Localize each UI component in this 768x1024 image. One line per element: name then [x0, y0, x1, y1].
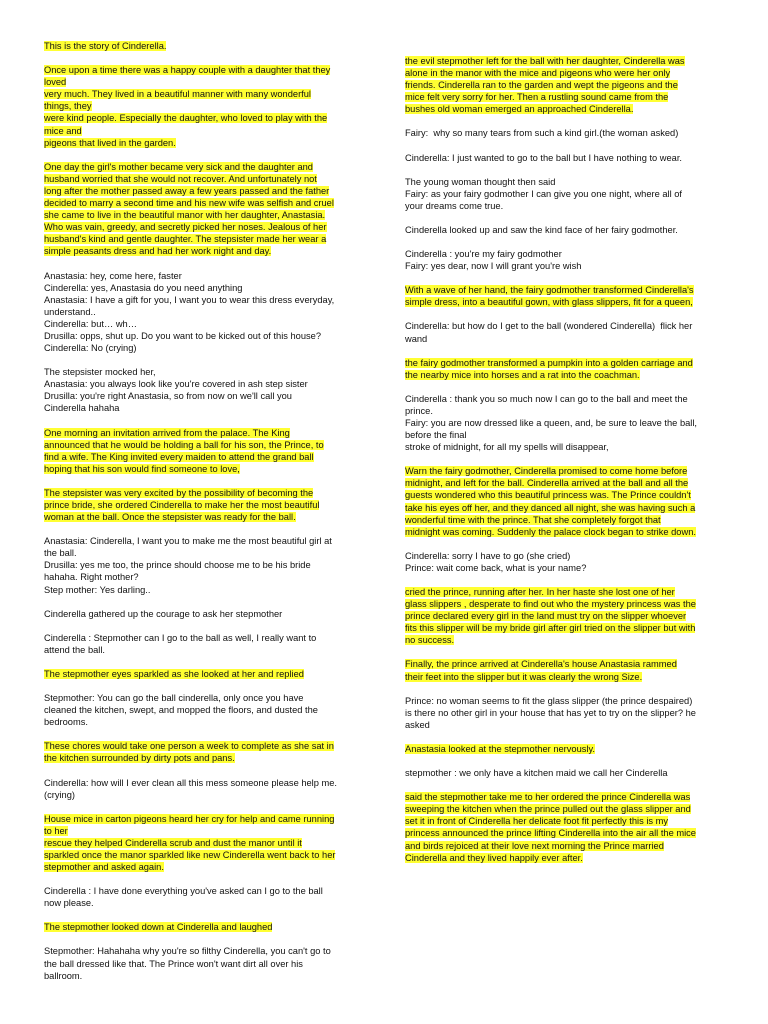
text-line-content: The stepsister was very excited by the possibility of becoming the — [44, 487, 314, 498]
text-line-content: husband worried that she would not recover. And unfortunately not — [44, 173, 317, 184]
text-line-content: Fairy: why so many tears from such a kind girl.(the woman asked) — [405, 128, 679, 139]
text-line — [405, 67, 723, 79]
text-line — [405, 707, 723, 719]
text-line-content: Drusilla: opps, shut up. Do you want to be kicked out of this house? — [44, 330, 322, 341]
text-line — [44, 282, 362, 294]
text-line-content: were kind people. Especially the daughter, who loved to play with the — [44, 113, 328, 124]
text-line — [405, 91, 723, 103]
text-line-content: and birds rejoiced at their love next morning the Prince married — [405, 840, 664, 851]
highlighted-paragraph — [405, 743, 723, 755]
text-line — [44, 608, 362, 620]
highlighted-paragraph — [44, 668, 362, 680]
right-column — [405, 55, 723, 876]
highlighted-paragraph — [44, 487, 362, 523]
text-line — [405, 127, 723, 139]
left-column — [44, 40, 362, 994]
paragraph — [405, 550, 723, 574]
text-line — [405, 417, 723, 429]
text-line-content: Fairy: yes dear, now I will grant you're wish — [405, 261, 582, 272]
text-line-content: Cinderella: yes, Anastasia do you need anything — [44, 282, 243, 293]
paragraph — [44, 535, 362, 595]
paragraph — [44, 692, 362, 728]
text-line-content: Prince: wait come back, what is your name? — [405, 562, 587, 573]
text-line-content: simple dress, into a beautiful gown, with glass slippers, fit for a queen, — [405, 297, 693, 308]
text-line — [44, 704, 362, 716]
text-line — [44, 716, 362, 728]
text-line-content: decided to marry a second time and his new wife was selfish and cruel — [44, 198, 334, 209]
text-line — [405, 333, 723, 345]
text-line — [44, 885, 362, 897]
text-line-content: take his eyes off her, and they danced all night, she was having such a — [405, 502, 696, 513]
text-line-content: stroke of midnight, for all my spells will disappear, — [405, 442, 609, 453]
text-line — [405, 514, 723, 526]
text-line — [44, 861, 362, 873]
text-line-content: simple peasants dress and had her work night and day. — [44, 246, 272, 257]
text-line-content: wonderful time with the prince. That she completely forgot that — [405, 514, 661, 525]
text-line-content: Prince: no woman seems to fit the glass slipper (the prince despaired) — [405, 695, 693, 706]
text-line-content: The stepmother looked down at Cinderella and laughed — [44, 922, 273, 933]
text-line — [44, 112, 362, 124]
text-line — [405, 489, 723, 501]
text-line — [44, 330, 362, 342]
highlighted-paragraph — [44, 40, 362, 52]
text-line-content: understand.. — [44, 306, 96, 317]
text-line — [44, 318, 362, 330]
text-line — [44, 644, 362, 656]
paragraph — [405, 767, 723, 779]
text-line — [44, 64, 362, 76]
text-line-content: husband's kind and gentle daughter. The stepsister made her wear a — [44, 234, 327, 245]
text-line — [405, 827, 723, 839]
text-line — [44, 511, 362, 523]
text-line — [405, 634, 723, 646]
text-line-content: the ball. — [44, 548, 77, 559]
text-line — [44, 306, 362, 318]
text-line — [44, 451, 362, 463]
text-line — [405, 79, 723, 91]
text-line — [44, 777, 362, 789]
text-line — [405, 852, 723, 864]
paragraph — [405, 320, 723, 344]
paragraph — [44, 885, 362, 909]
text-line-content: Who was vain, greedy, and secretly picked her noses. Jealous of her — [44, 222, 327, 233]
text-line-content: Cinderella: how will I ever clean all this mess someone please help me. — [44, 777, 337, 788]
text-line — [44, 76, 362, 88]
text-line-content: Finally, the prince arrived at Cinderella's house Anastasia rammed — [405, 659, 677, 670]
paragraph — [44, 366, 362, 414]
text-line — [405, 743, 723, 755]
text-line — [405, 815, 723, 827]
paragraph — [44, 270, 362, 355]
text-line — [405, 598, 723, 610]
text-line — [405, 248, 723, 260]
text-line-content: hoping that his son would find someone to love, — [44, 463, 240, 474]
text-line — [44, 390, 362, 402]
text-line — [405, 550, 723, 562]
highlighted-paragraph — [44, 161, 362, 258]
highlighted-paragraph — [405, 586, 723, 646]
text-line-content: sweeping the kitchen when the prince pulled out the glass slipper and — [405, 804, 691, 815]
text-line — [405, 610, 723, 622]
text-line — [405, 176, 723, 188]
text-line — [405, 791, 723, 803]
text-line-content: the fairy godmother transformed a pumpkin into a golden carriage and — [405, 357, 693, 368]
highlighted-paragraph — [44, 813, 362, 873]
text-line-content: Cinderella: but… wh… — [44, 318, 138, 329]
paragraph — [405, 224, 723, 236]
text-line — [44, 439, 362, 451]
text-line — [44, 571, 362, 583]
text-line-content: she came to live in the beautiful manor with her daughter, Anastasia. — [44, 210, 326, 221]
text-line-content: friends. Cinderella ran to the garden and wept the pigeons and the — [405, 80, 678, 91]
text-line-content: This is the story of Cinderella. — [44, 41, 167, 51]
text-line — [405, 55, 723, 67]
text-line-content: House mice in carton pigeons heard her cry for help and came running — [44, 813, 335, 824]
text-line — [405, 719, 723, 731]
highlighted-paragraph — [44, 921, 362, 933]
text-line-content: Cinderella : I have done everything you've asked can I go to the ball — [44, 886, 323, 897]
text-line — [405, 671, 723, 683]
text-line-content: bushes old woman emerged an approached Cinderella. — [405, 104, 634, 115]
paragraph — [405, 152, 723, 164]
text-line — [44, 88, 362, 100]
text-line-content: midnight was coming. Suddenly the palace clock began to strike down. — [405, 526, 696, 537]
text-line — [44, 499, 362, 511]
text-line — [405, 296, 723, 308]
text-line-content: princess announced the prince lifting Cinderella into the air all the mice — [405, 828, 696, 839]
text-line — [44, 849, 362, 861]
text-line-content: set it in front of Cinderella her delicate foot fit perfectly this is my — [405, 816, 669, 827]
text-line — [44, 584, 362, 596]
text-line — [405, 393, 723, 405]
text-line-content: mice felt very sorry for her. Then a rustling sound came from the — [405, 92, 669, 103]
text-line-content: Fairy: as your fairy godmother I can give you one night, where all of — [405, 188, 682, 199]
text-line — [44, 789, 362, 801]
text-line-content: The stepmother eyes sparkled as she looked at her and replied — [44, 668, 304, 679]
text-line — [44, 813, 362, 825]
text-line-content: bedrooms. — [44, 717, 88, 728]
text-line-content: is there no other girl in your house that has yet to try on the slipper? he — [405, 707, 696, 718]
text-line-content: Warn the fairy godmother, Cinderella promised to come home before — [405, 466, 688, 477]
text-line-content: asked — [405, 719, 430, 730]
text-line — [44, 294, 362, 306]
text-line-content: the ball dressed like that. The Prince won't want dirt all over his — [44, 958, 303, 969]
text-line — [44, 535, 362, 547]
text-line-content: With a wave of her hand, the fairy godmother transformed Cinderella's — [405, 285, 694, 296]
text-line — [44, 463, 362, 475]
text-line-content: no success. — [405, 635, 455, 646]
highlighted-paragraph — [405, 357, 723, 381]
text-line-content: Step mother: Yes darling.. — [44, 584, 151, 595]
text-line-content: Anastasia: you always look like you're covered in ash step sister — [44, 379, 308, 390]
text-line-content: stepmother and asked again. — [44, 862, 164, 873]
text-line-content: pigeons that lived in the garden. — [44, 137, 176, 148]
text-line — [405, 260, 723, 272]
text-line-content: Cinderella: No (crying) — [44, 343, 137, 354]
text-line-content: prince declared every girl in the land must try on the slipper whoever — [405, 611, 687, 622]
text-line-content: find a wife. The King invited every maiden to attend the grand ball — [44, 451, 314, 462]
text-line-content: The young woman thought then said — [405, 176, 556, 187]
text-line-content: The stepsister mocked her, — [44, 367, 156, 378]
text-line-content: Anastasia: I have a gift for you, I want you to wear this dress everyday, — [44, 294, 335, 305]
text-line-content: announced that he would be holding a ball for his son, the Prince, to — [44, 439, 324, 450]
text-line — [44, 668, 362, 680]
text-line-content: their feet into the slipper but it was clearly the wrong Size. — [405, 671, 643, 682]
text-line — [44, 487, 362, 499]
text-line-content: the kitchen surrounded by dirty pots and pans. — [44, 753, 235, 764]
text-line-content: attend the ball. — [44, 644, 105, 655]
text-line — [44, 185, 362, 197]
text-line — [405, 405, 723, 417]
text-line-content: Cinderella : you're my fairy godmother — [405, 249, 562, 260]
text-line-content: guests wondered who this beautiful princess was. The Prince couldn't — [405, 490, 691, 501]
text-line-content: Cinderella hahaha — [44, 403, 120, 414]
text-line — [44, 342, 362, 354]
paragraph — [405, 695, 723, 731]
text-line-content: glass slippers , desperate to find out who the mystery princess was the — [405, 599, 696, 610]
text-line-content: mice and — [44, 125, 82, 136]
text-line-content: woman at the ball. Once the stepsister was ready for the ball. — [44, 512, 296, 523]
text-line-content: hahaha. Right mother? — [44, 572, 139, 583]
paragraph — [44, 608, 362, 620]
text-line — [44, 233, 362, 245]
text-line-content: prince bride, she ordered Cinderella to make her the most beautiful — [44, 500, 320, 510]
text-line-content: Drusilla: yes me too, the prince should choose me to be his bride — [44, 560, 311, 571]
highlighted-paragraph — [405, 55, 723, 115]
text-line — [44, 559, 362, 571]
text-line — [405, 357, 723, 369]
text-line — [405, 152, 723, 164]
text-line — [44, 402, 362, 414]
text-line-content: Once upon a time there was a happy couple with a daughter that they — [44, 65, 331, 76]
text-line — [44, 173, 362, 185]
highlighted-paragraph — [405, 658, 723, 682]
text-line — [405, 429, 723, 441]
highlighted-paragraph — [44, 64, 362, 149]
text-line — [44, 100, 362, 112]
text-line — [405, 465, 723, 477]
text-line — [405, 622, 723, 634]
text-line-content: (crying) — [44, 789, 75, 800]
text-line — [405, 767, 723, 779]
text-line — [405, 320, 723, 332]
text-line — [405, 224, 723, 236]
text-line-content: fits this slipper will be my bride girl after girl tried on the slipper but with — [405, 623, 696, 634]
text-line — [44, 547, 362, 559]
text-line-content: Cinderella: but how do I get to the ball (wondered Cinderella) flick her — [405, 321, 693, 332]
text-line — [405, 188, 723, 200]
text-line-content: One day the girl's mother became very sick and the daughter and — [44, 161, 313, 172]
text-line-content: Anastasia looked at the stepmother nervously. — [405, 743, 596, 754]
text-line-content: before the final — [405, 430, 467, 441]
highlighted-paragraph — [405, 791, 723, 864]
text-line-content: One morning an invitation arrived from the palace. The King — [44, 427, 290, 438]
text-line — [44, 921, 362, 933]
text-line — [405, 477, 723, 489]
text-line-content: These chores would take one person a week to complete as she sat in — [44, 741, 334, 752]
text-line — [44, 632, 362, 644]
paragraph — [44, 945, 362, 981]
text-line — [405, 695, 723, 707]
text-line — [44, 945, 362, 957]
text-line-content: Cinderella : Stepmother can I go to the ball as well, I really want to — [44, 632, 317, 643]
text-line — [44, 197, 362, 209]
text-line — [44, 958, 362, 970]
text-line — [405, 369, 723, 381]
text-line-content: to her — [44, 825, 68, 836]
text-line — [44, 740, 362, 752]
text-line-content: now please. — [44, 898, 94, 909]
paragraph — [405, 393, 723, 453]
text-line-content: Anastasia: hey, come here, faster — [44, 270, 182, 281]
highlighted-paragraph — [44, 740, 362, 764]
text-line-content: Cinderella and they lived happily ever after. — [405, 852, 583, 863]
text-line — [44, 161, 362, 173]
text-line-content: wand — [405, 333, 428, 344]
text-line-content: midnight, and left for the ball. Cinderella arrived at the ball and all the — [405, 478, 689, 489]
text-line — [44, 137, 362, 149]
paragraph — [405, 127, 723, 139]
text-line — [405, 103, 723, 115]
text-line-content: prince. — [405, 405, 433, 416]
text-line-content: long after the mother passed away a few years passed and the father — [44, 185, 330, 196]
text-line — [44, 692, 362, 704]
text-line-content: Drusilla: you're right Anastasia, so from now on we'll call you — [44, 391, 292, 402]
paragraph — [405, 248, 723, 272]
text-line-content: said the stepmother take me to her ordered the prince Cinderella was — [405, 792, 691, 803]
paragraph — [44, 632, 362, 656]
text-line — [44, 40, 362, 52]
highlighted-paragraph — [405, 284, 723, 308]
text-line — [44, 897, 362, 909]
text-line-content: Fairy: you are now dressed like a queen, and, be sure to leave the ball, — [405, 417, 697, 428]
text-line — [405, 586, 723, 598]
text-line — [44, 752, 362, 764]
highlighted-paragraph — [44, 427, 362, 475]
text-line-content: very much. They lived in a beautiful manner with many wonderful — [44, 89, 311, 100]
text-line — [44, 970, 362, 982]
paragraph — [44, 777, 362, 801]
text-line-content: cried the prince, running after her. In her haste she lost one of her — [405, 587, 675, 597]
text-line-content: Stepmother: You can go the ball cinderella, only once you have — [44, 693, 304, 704]
text-line — [405, 441, 723, 453]
text-line-content: alone in the manor with the mice and pigeons who were her only — [405, 68, 671, 79]
text-line — [405, 284, 723, 296]
text-line-content: stepmother : we only have a kitchen maid we call her Cinderella — [405, 768, 668, 779]
text-line — [44, 245, 362, 257]
text-line-content: the nearby mice into horses and a rat into the coachman. — [405, 369, 640, 380]
text-line-content: rescue they helped Cinderella scrub and dust the manor until it — [44, 837, 302, 848]
text-line — [405, 562, 723, 574]
text-line — [44, 837, 362, 849]
text-line-content: Anastasia: Cinderella, I want you to make me the most beautiful girl at — [44, 536, 332, 547]
text-line — [44, 221, 362, 233]
text-line — [405, 502, 723, 514]
text-line — [405, 803, 723, 815]
text-line — [44, 270, 362, 282]
text-line-content: cleaned the kitchen, swept, and mopped the floors, and dusted the — [44, 705, 318, 716]
text-line — [44, 366, 362, 378]
paragraph — [405, 176, 723, 212]
text-line — [405, 840, 723, 852]
text-line-content: Stepmother: Hahahaha why you're so filthy Cinderella, you can't go to — [44, 946, 331, 957]
text-line-content: ballroom. — [44, 970, 83, 981]
text-line-content: Cinderella: sorry I have to go (she cried) — [405, 550, 571, 561]
text-line-content: your dreams come true. — [405, 200, 504, 211]
text-line-content: Cinderella : thank you so much now I can go to the ball and meet the — [405, 393, 688, 404]
text-line — [44, 209, 362, 221]
text-line-content: sparkled once the manor sparkled like new Cinderella went back to her — [44, 849, 336, 860]
text-line — [44, 378, 362, 390]
text-line-content: the evil stepmother left for the ball with her daughter, Cinderella was — [405, 56, 685, 66]
highlighted-paragraph — [405, 465, 723, 538]
text-line — [44, 427, 362, 439]
text-line-content: Cinderella looked up and saw the kind face of her fairy godmother. — [405, 224, 678, 235]
text-line — [405, 526, 723, 538]
text-line — [405, 658, 723, 670]
text-line — [44, 825, 362, 837]
text-line-content: Cinderella gathered up the courage to ask her stepmother — [44, 608, 283, 619]
text-line-content: things, they — [44, 101, 92, 112]
text-line — [44, 125, 362, 137]
text-line — [405, 200, 723, 212]
text-line-content: Cinderella: I just wanted to go to the ball but I have nothing to wear. — [405, 152, 683, 163]
text-line-content: loved — [44, 77, 67, 88]
